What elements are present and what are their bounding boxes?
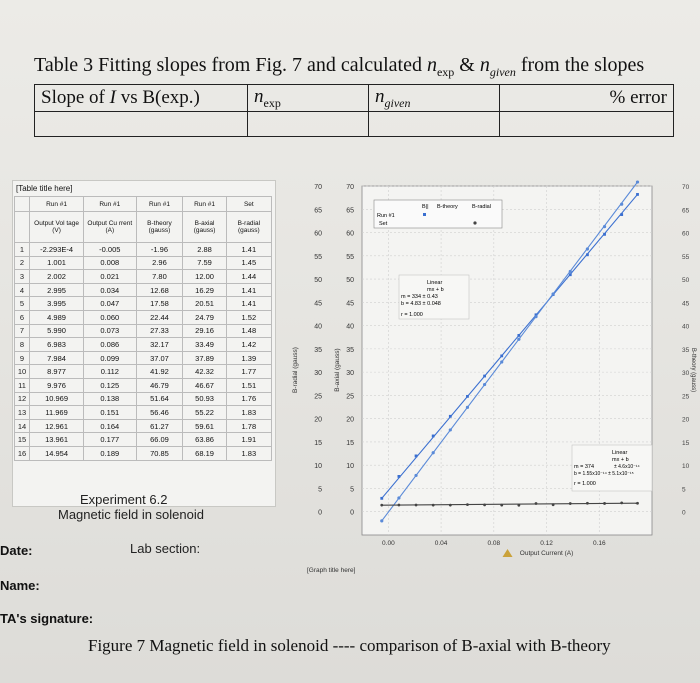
- y-tick-label-radial: 10: [314, 463, 322, 471]
- data-table: [14, 196, 272, 461]
- table-cell: 1.44: [226, 270, 271, 284]
- table-cell: 2.88: [183, 243, 226, 257]
- y-tick-label-radial: 65: [314, 207, 322, 215]
- fit2-m-err: ± 4.6x10⁻¹⁴: [614, 464, 640, 470]
- data-point-b-theory: [517, 338, 520, 341]
- y-tick-label-axial: 35: [346, 346, 354, 354]
- table-cell: 7.984: [30, 351, 84, 365]
- fit2-b: b = 1.55x10⁻¹⁴ ± 5.1x10⁻¹⁵: [574, 471, 634, 477]
- legend-header-axial: B||: [422, 204, 429, 210]
- data-point-b-theory: [603, 225, 606, 228]
- table-cell: 46.67: [183, 378, 226, 392]
- data-point-b-theory: [569, 270, 572, 273]
- y-tick-label-axial: 0: [350, 509, 354, 517]
- x-tick-label: 0.04: [434, 540, 448, 547]
- table3-row: [35, 112, 674, 137]
- table-cell: 0.138: [84, 392, 136, 406]
- data-point-b-theory: [483, 383, 486, 386]
- table-cell: 68.19: [183, 446, 226, 460]
- table-cell: 42.32: [183, 365, 226, 379]
- col-b-axial: B-axial (gauss): [183, 212, 226, 243]
- y-tick-label-radial: 35: [314, 346, 322, 354]
- x-tick-label: 0.12: [540, 540, 553, 547]
- y-tick-label-theory: 0: [682, 509, 686, 517]
- data-point-b-radial: [517, 504, 520, 507]
- data-point-b-axial: [603, 233, 606, 236]
- table-cell: 33.49: [183, 338, 226, 352]
- data-point-b-radial: [466, 503, 469, 506]
- table3-header-row: [35, 85, 674, 112]
- y-tick-label-theory: 65: [682, 207, 690, 215]
- table-cell: 7.59: [183, 256, 226, 270]
- y-tick-label-axial: 25: [346, 393, 354, 401]
- table3-col-slope: Slope of I vs B(exp.): [35, 85, 248, 112]
- table-cell: 1.42: [226, 338, 271, 352]
- y-tick-label-axial: 30: [346, 370, 354, 378]
- table-cell: 0.189: [84, 446, 136, 460]
- data-point-b-theory: [414, 474, 417, 477]
- table3-col-nexp: $n_{exp}$: [248, 85, 369, 112]
- y-tick-label-theory: 40: [682, 323, 690, 331]
- table-cell: 41.92: [136, 365, 183, 379]
- row-index: 12: [15, 392, 30, 406]
- table-cell: 32.17: [136, 338, 183, 352]
- data-point-b-radial: [603, 502, 606, 505]
- data-point-b-theory: [432, 451, 435, 454]
- table-cell: 1.51: [226, 378, 271, 392]
- table-cell: 2.96: [136, 256, 183, 270]
- y-tick-label-axial: 45: [346, 300, 354, 308]
- table-row: [15, 270, 272, 284]
- col-output-current: Output Cu rrent (A): [84, 212, 136, 243]
- y-tick-label-axial: 5: [350, 486, 354, 494]
- table-cell: 37.07: [136, 351, 183, 365]
- fit1-m: m = 334 ± 0.43: [401, 294, 438, 300]
- y-tick-label-theory: 55: [682, 253, 690, 261]
- run-header-baxial: Run #1: [183, 197, 226, 212]
- x-tick-label: 0.08: [487, 540, 501, 547]
- table-cell: 1.78: [226, 419, 271, 433]
- y-tick-label-radial: 70: [314, 184, 322, 191]
- row-index: 14: [15, 419, 30, 433]
- table-cell: 10.969: [30, 392, 84, 406]
- data-point-b-radial: [380, 504, 383, 507]
- table-cell: 2.002: [30, 270, 84, 284]
- table-cell: -0.005: [84, 243, 136, 257]
- table-cell: 56.46: [136, 406, 183, 420]
- fit1-b: b = 4.83 ± 0.048: [401, 301, 441, 307]
- y-tick-label-theory: 5: [682, 486, 686, 494]
- table-cell: 1.001: [30, 256, 84, 270]
- data-point-b-radial: [535, 502, 538, 505]
- table-cell: 6.983: [30, 338, 84, 352]
- experiment-title: Experiment 6.2 Magnetic field in solenoid: [58, 492, 204, 522]
- table-row: [15, 297, 272, 311]
- data-point-b-axial: [636, 193, 639, 196]
- y-tick-label-radial: 25: [314, 393, 322, 401]
- table-cell: 70.85: [136, 446, 183, 460]
- table-cell: 0.047: [84, 297, 136, 311]
- table-cell: 0.099: [84, 351, 136, 365]
- table-cell: 1.41: [226, 283, 271, 297]
- table-cell: 7.80: [136, 270, 183, 284]
- table-cell: 59.61: [183, 419, 226, 433]
- lab-section-label: Lab section:: [130, 541, 201, 556]
- data-point-b-axial: [483, 375, 486, 378]
- table-row: [15, 392, 272, 406]
- table-cell: 1.45: [226, 256, 271, 270]
- table-cell: 14.954: [30, 446, 84, 460]
- fit2-title: Linear: [612, 450, 628, 456]
- row-index: 9: [15, 351, 30, 365]
- table-cell: 2.995: [30, 283, 84, 297]
- data-point-b-theory: [466, 406, 469, 409]
- data-point-b-axial: [586, 253, 589, 256]
- legend-marker-radial: [473, 221, 476, 224]
- table-row: [15, 324, 272, 338]
- data-point-b-axial: [449, 415, 452, 418]
- table-cell: 63.86: [183, 433, 226, 447]
- table-cell: 13.961: [30, 433, 84, 447]
- row-index: 7: [15, 324, 30, 338]
- data-point-b-radial: [620, 501, 623, 504]
- data-point-b-theory: [380, 519, 383, 522]
- y-tick-label-radial: 40: [314, 323, 322, 331]
- y-tick-label-axial: 65: [346, 207, 354, 215]
- table-cell: 66.09: [136, 433, 183, 447]
- graph-title-placeholder: [Graph title here]: [307, 567, 356, 574]
- table-cell: 4.989: [30, 310, 84, 324]
- y-axis-label-theory: B-theory (gauss): [690, 347, 696, 393]
- ta-signature-label: TA's signature:: [0, 611, 94, 626]
- table-cell: 8.977: [30, 365, 84, 379]
- row-index: 6: [15, 310, 30, 324]
- table-cell: 5.990: [30, 324, 84, 338]
- y-tick-label-radial: 50: [314, 277, 322, 285]
- data-point-b-axial: [380, 497, 383, 500]
- table-row: [15, 243, 272, 257]
- data-point-b-radial: [398, 504, 401, 507]
- table-cell: 1.91: [226, 433, 271, 447]
- row-index: 5: [15, 297, 30, 311]
- y-tick-label-radial: 60: [314, 230, 322, 238]
- table3-title: Table 3 Fitting slopes from Fig. 7 and calculated $n_{exp}$ & $n_{given}$ from the slopes: [34, 54, 645, 79]
- row-index: 8: [15, 338, 30, 352]
- table-cell: 55.22: [183, 406, 226, 420]
- table-cell: 0.060: [84, 310, 136, 324]
- warning-icon: [503, 549, 513, 557]
- name-label: Name:: [0, 578, 40, 593]
- col-output-voltage: Output Vol tage (V): [30, 212, 84, 243]
- y-tick-label-theory: 45: [682, 300, 690, 308]
- data-point-b-axial: [398, 475, 401, 478]
- figure-caption: Figure 7 Magnetic field in solenoid ---- comparison of B-axial with B-theory: [88, 636, 611, 655]
- y-tick-label-axial: 10: [346, 463, 354, 471]
- table-cell: 0.125: [84, 378, 136, 392]
- run-header-voltage: Run #1: [30, 197, 84, 212]
- table-cell: 1.48: [226, 324, 271, 338]
- row-index: 2: [15, 256, 30, 270]
- table-row: [15, 310, 272, 324]
- table-cell: 12.961: [30, 419, 84, 433]
- data-point-b-axial: [500, 354, 503, 357]
- y-tick-label-theory: 60: [682, 230, 690, 238]
- table-cell: 0.151: [84, 406, 136, 420]
- row-index: 15: [15, 433, 30, 447]
- table3: [34, 84, 674, 137]
- data-table-caption: [Table title here]: [16, 184, 73, 193]
- set-header: Set: [226, 197, 271, 212]
- data-point-b-axial: [517, 334, 520, 337]
- table-cell: 11.969: [30, 406, 84, 420]
- table-cell: 22.44: [136, 310, 183, 324]
- table-cell: 27.33: [136, 324, 183, 338]
- table-cell: 0.177: [84, 433, 136, 447]
- table-cell: 1.83: [226, 446, 271, 460]
- row-index: 10: [15, 365, 30, 379]
- y-tick-label-radial: 15: [314, 439, 322, 447]
- table-cell: 12.68: [136, 283, 183, 297]
- y-tick-label-radial: 20: [314, 416, 322, 424]
- table-row: [15, 351, 272, 365]
- run-header-btheory: Run #1: [136, 197, 183, 212]
- data-table-header-row: [15, 212, 272, 243]
- y-tick-label-theory: 10: [682, 463, 690, 471]
- data-point-b-axial: [432, 435, 435, 438]
- data-point-b-radial: [415, 504, 418, 507]
- table-row: [15, 338, 272, 352]
- row-index: 1: [15, 243, 30, 257]
- table-cell: 29.16: [183, 324, 226, 338]
- fit2-m: m = 374: [574, 464, 595, 470]
- table3-col-error: % error: [500, 85, 674, 112]
- data-point-b-radial: [569, 502, 572, 505]
- fit2-eq: mx + b: [612, 457, 629, 463]
- table-cell: 20.51: [183, 297, 226, 311]
- table-row: [15, 446, 272, 460]
- table-cell: -2.293E-4: [30, 243, 84, 257]
- table-cell: 1.83: [226, 406, 271, 420]
- data-point-b-theory: [586, 247, 589, 250]
- table-cell: 1.41: [226, 297, 271, 311]
- y-tick-label-theory: 70: [682, 184, 690, 191]
- table-cell: 1.41: [226, 243, 271, 257]
- table-cell: 16.29: [183, 283, 226, 297]
- y-tick-label-axial: 50: [346, 277, 354, 285]
- legend-set: Set: [379, 221, 388, 227]
- y-axis-label-axial: B-axial (gauss): [334, 348, 341, 392]
- table-cell: 46.79: [136, 378, 183, 392]
- run-header-current: Run #1: [84, 197, 136, 212]
- row-index: 13: [15, 406, 30, 420]
- fit2-r: r = 1.000: [574, 481, 596, 487]
- y-tick-label-axial: 15: [346, 439, 354, 447]
- data-point-b-radial: [552, 503, 555, 506]
- table-cell: 0.086: [84, 338, 136, 352]
- fit1-eq: mx + b: [427, 287, 444, 293]
- table-cell: 1.52: [226, 310, 271, 324]
- date-label: Date:: [0, 543, 33, 558]
- legend-run: Run #1: [377, 213, 395, 219]
- data-point-b-axial: [415, 454, 418, 457]
- table-cell: 0.034: [84, 283, 136, 297]
- row-index: 16: [15, 446, 30, 460]
- table-cell: 1.39: [226, 351, 271, 365]
- data-point-b-axial: [620, 213, 623, 216]
- table-cell: 1.76: [226, 392, 271, 406]
- table-cell: 0.021: [84, 270, 136, 284]
- col-b-theory: B-theory (gauss): [136, 212, 183, 243]
- y-tick-label-radial: 5: [318, 486, 322, 494]
- y-axis-label-radial: B-radial (gauss): [292, 347, 299, 393]
- data-point-b-theory: [534, 315, 537, 318]
- fit1-r: r = 1.000: [401, 312, 423, 318]
- row-index: 4: [15, 283, 30, 297]
- table-cell: 0.164: [84, 419, 136, 433]
- data-point-b-theory: [500, 360, 503, 363]
- table-cell: 0.008: [84, 256, 136, 270]
- y-tick-label-axial: 20: [346, 416, 354, 424]
- data-point-b-radial: [449, 504, 452, 507]
- y-tick-label-axial: 55: [346, 253, 354, 261]
- data-point-b-radial: [636, 502, 639, 505]
- table-cell: 37.89: [183, 351, 226, 365]
- data-point-b-theory: [449, 428, 452, 431]
- magnetic-field-chart: [287, 180, 700, 585]
- data-point-b-radial: [483, 503, 486, 506]
- data-point-b-theory: [552, 292, 555, 295]
- x-tick-label: 0.00: [382, 540, 395, 547]
- table-cell: 3.995: [30, 297, 84, 311]
- table-cell: 61.27: [136, 419, 183, 433]
- data-point-b-radial: [432, 504, 435, 507]
- table-cell: -1.96: [136, 243, 183, 257]
- table-cell: 9.976: [30, 378, 84, 392]
- y-tick-label-axial: 60: [346, 230, 354, 238]
- table-cell: 17.58: [136, 297, 183, 311]
- row-index: 11: [15, 378, 30, 392]
- y-tick-label-theory: 50: [682, 277, 690, 285]
- fit1-title: Linear: [427, 280, 443, 286]
- legend-marker-axial: [423, 213, 426, 216]
- data-point-b-axial: [569, 273, 572, 276]
- y-tick-label-theory: 30: [682, 370, 690, 378]
- table-cell: 1.77: [226, 365, 271, 379]
- table-row: [15, 365, 272, 379]
- data-point-b-axial: [466, 395, 469, 398]
- col-b-radial: B-radial (gauss): [226, 212, 271, 243]
- legend-header-radial: B-radial: [472, 204, 491, 210]
- table-row: [15, 256, 272, 270]
- table-row: [15, 378, 272, 392]
- x-axis-label: Output Current (A): [519, 550, 574, 557]
- table-row: [15, 406, 272, 420]
- y-tick-label-theory: 35: [682, 346, 690, 354]
- data-point-b-theory: [636, 180, 639, 183]
- legend-header-theory: B-theory: [437, 204, 458, 210]
- y-tick-label-axial: 70: [346, 184, 354, 191]
- table-cell: 0.112: [84, 365, 136, 379]
- y-tick-label-theory: 15: [682, 439, 690, 447]
- data-point-b-theory: [397, 496, 400, 499]
- y-tick-label-theory: 20: [682, 416, 690, 424]
- table-cell: 12.00: [183, 270, 226, 284]
- data-point-b-theory: [620, 203, 623, 206]
- x-tick-label: 0.16: [592, 540, 606, 547]
- table-cell: 50.93: [183, 392, 226, 406]
- table3-col-ngiven: $n_{given}$: [369, 85, 500, 112]
- y-tick-label-axial: 40: [346, 323, 354, 331]
- table-row: [15, 433, 272, 447]
- y-tick-label-radial: 30: [314, 370, 322, 378]
- y-tick-label-radial: 55: [314, 253, 322, 261]
- data-point-b-radial: [500, 504, 503, 507]
- row-index: 3: [15, 270, 30, 284]
- table-row: [15, 419, 272, 433]
- y-tick-label-radial: 45: [314, 300, 322, 308]
- table-row: [15, 283, 272, 297]
- table-cell: 0.073: [84, 324, 136, 338]
- table-cell: 24.79: [183, 310, 226, 324]
- data-table-run-row: [15, 197, 272, 212]
- y-tick-label-theory: 25: [682, 393, 690, 401]
- y-tick-label-radial: 0: [318, 509, 322, 517]
- data-point-b-radial: [586, 502, 589, 505]
- table-cell: 51.64: [136, 392, 183, 406]
